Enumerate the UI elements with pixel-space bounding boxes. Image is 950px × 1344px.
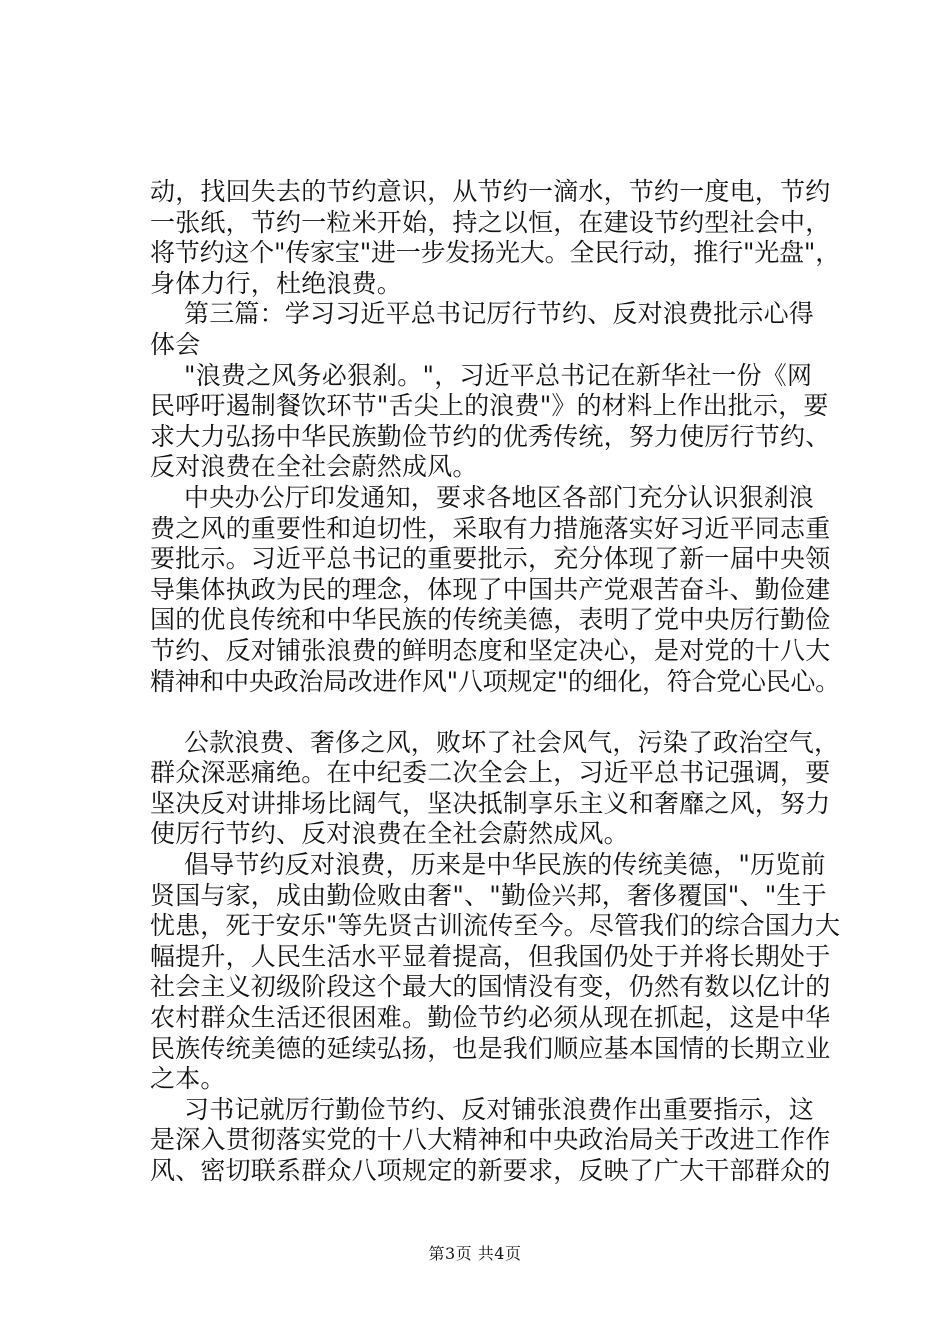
text-line: 费之风的重要性和迫切性，采取有力措施落实好习近平同志重 — [150, 513, 831, 543]
text-line: 农村群众生活还很困难。勤俭节约必须从现在抓起，这是中华 — [150, 1003, 831, 1033]
document-body — [150, 177, 840, 1187]
text-line: 幅提升，人民生活水平显着提高，但我国仍处于并将长期处于 — [150, 941, 831, 971]
text-line: 社会主义初级阶段这个最大的国情没有变，仍然有数以亿计的 — [150, 972, 831, 1002]
text-line: 倡导节约反对浪费，历来是中华民族的传统美德，"历览前 — [184, 850, 826, 880]
text-line: 第三篇：学习习近平总书记厉行节约、反对浪费批示心得 — [184, 299, 815, 329]
text-line: 求大力弘扬中华民族勤俭节约的优秀传统，努力使厉行节约、 — [150, 421, 831, 451]
text-line: 节约、反对铺张浪费的鲜明态度和坚定决心，是对党的十八大 — [150, 635, 831, 665]
text-line: 群众深恶痛绝。在中纪委二次全会上，习近平总书记强调，要 — [150, 758, 831, 788]
text-line: 中央办公厅印发通知，要求各地区各部门充分认识狠刹浪 — [184, 482, 815, 512]
text-line: 习书记就厉行勤俭节约、反对铺张浪费作出重要指示，这 — [184, 1094, 815, 1124]
text-line: 精神和中央政治局改进作风"八项规定"的细化，符合党心民心。 — [150, 666, 840, 696]
text-line: 风、密切联系群众八项规定的新要求，反映了广大干部群众的 — [150, 1156, 831, 1185]
text-line: 动，找回失去的节约意识，从节约一滴水，节约一度电，节约 — [150, 177, 831, 206]
text-line: 是深入贯彻落实党的十八大精神和中央政治局关于改进工作作 — [150, 1125, 831, 1155]
text-line: 民呼吁遏制餐饮环节"舌尖上的浪费"》的材料上作出批示，要 — [150, 391, 829, 421]
text-line: 将节约这个"传家宝"进一步发扬光大。全民行动，推行"光盘"， — [150, 238, 840, 268]
text-line: "浪费之风务必狠刹。"，习近平总书记在新华社一份《网 — [184, 360, 813, 390]
page-number-footer: 第3页 共4页 — [428, 1244, 522, 1263]
text-line: 导集体执政为民的理念，体现了中国共产党艰苦奋斗、勤俭建 — [150, 574, 831, 604]
text-line: 一张纸，节约一粒米开始，持之以恒，在建设节约型社会中， — [150, 207, 831, 237]
text-line: 忧患，死于安乐"等先贤古训流传至今。尽管我们的综合国力大 — [150, 911, 841, 941]
text-line: 坚决反对讲排场比阔气，坚决抵制享乐主义和奢靡之风，努力 — [150, 788, 831, 818]
text-line: 反对浪费在全社会蔚然成风。 — [150, 452, 478, 482]
text-line: 国的优良传统和中华民族的传统美德，表明了党中央厉行勤俭 — [150, 605, 831, 635]
text-line: 公款浪费、奢侈之风，败坏了社会风气，污染了政治空气， — [184, 727, 840, 757]
blank-line — [150, 697, 840, 728]
text-line: 民族传统美德的延续弘扬，也是我们顺应基本国情的长期立业 — [150, 1033, 831, 1063]
text-line: 要批示。习近平总书记的重要批示，充分体现了新一届中央领 — [150, 544, 831, 574]
text-line: 之本。 — [150, 1064, 226, 1094]
text-line: 贤国与家，成由勤俭败由奢"、"勤俭兴邦，奢侈覆国"、"生于 — [150, 880, 827, 910]
text-line: 使厉行节约、反对浪费在全社会蔚然成风。 — [150, 819, 629, 849]
text-line: 体会 — [150, 329, 201, 359]
text-line: 身体力行，杜绝浪费。 — [150, 268, 403, 298]
